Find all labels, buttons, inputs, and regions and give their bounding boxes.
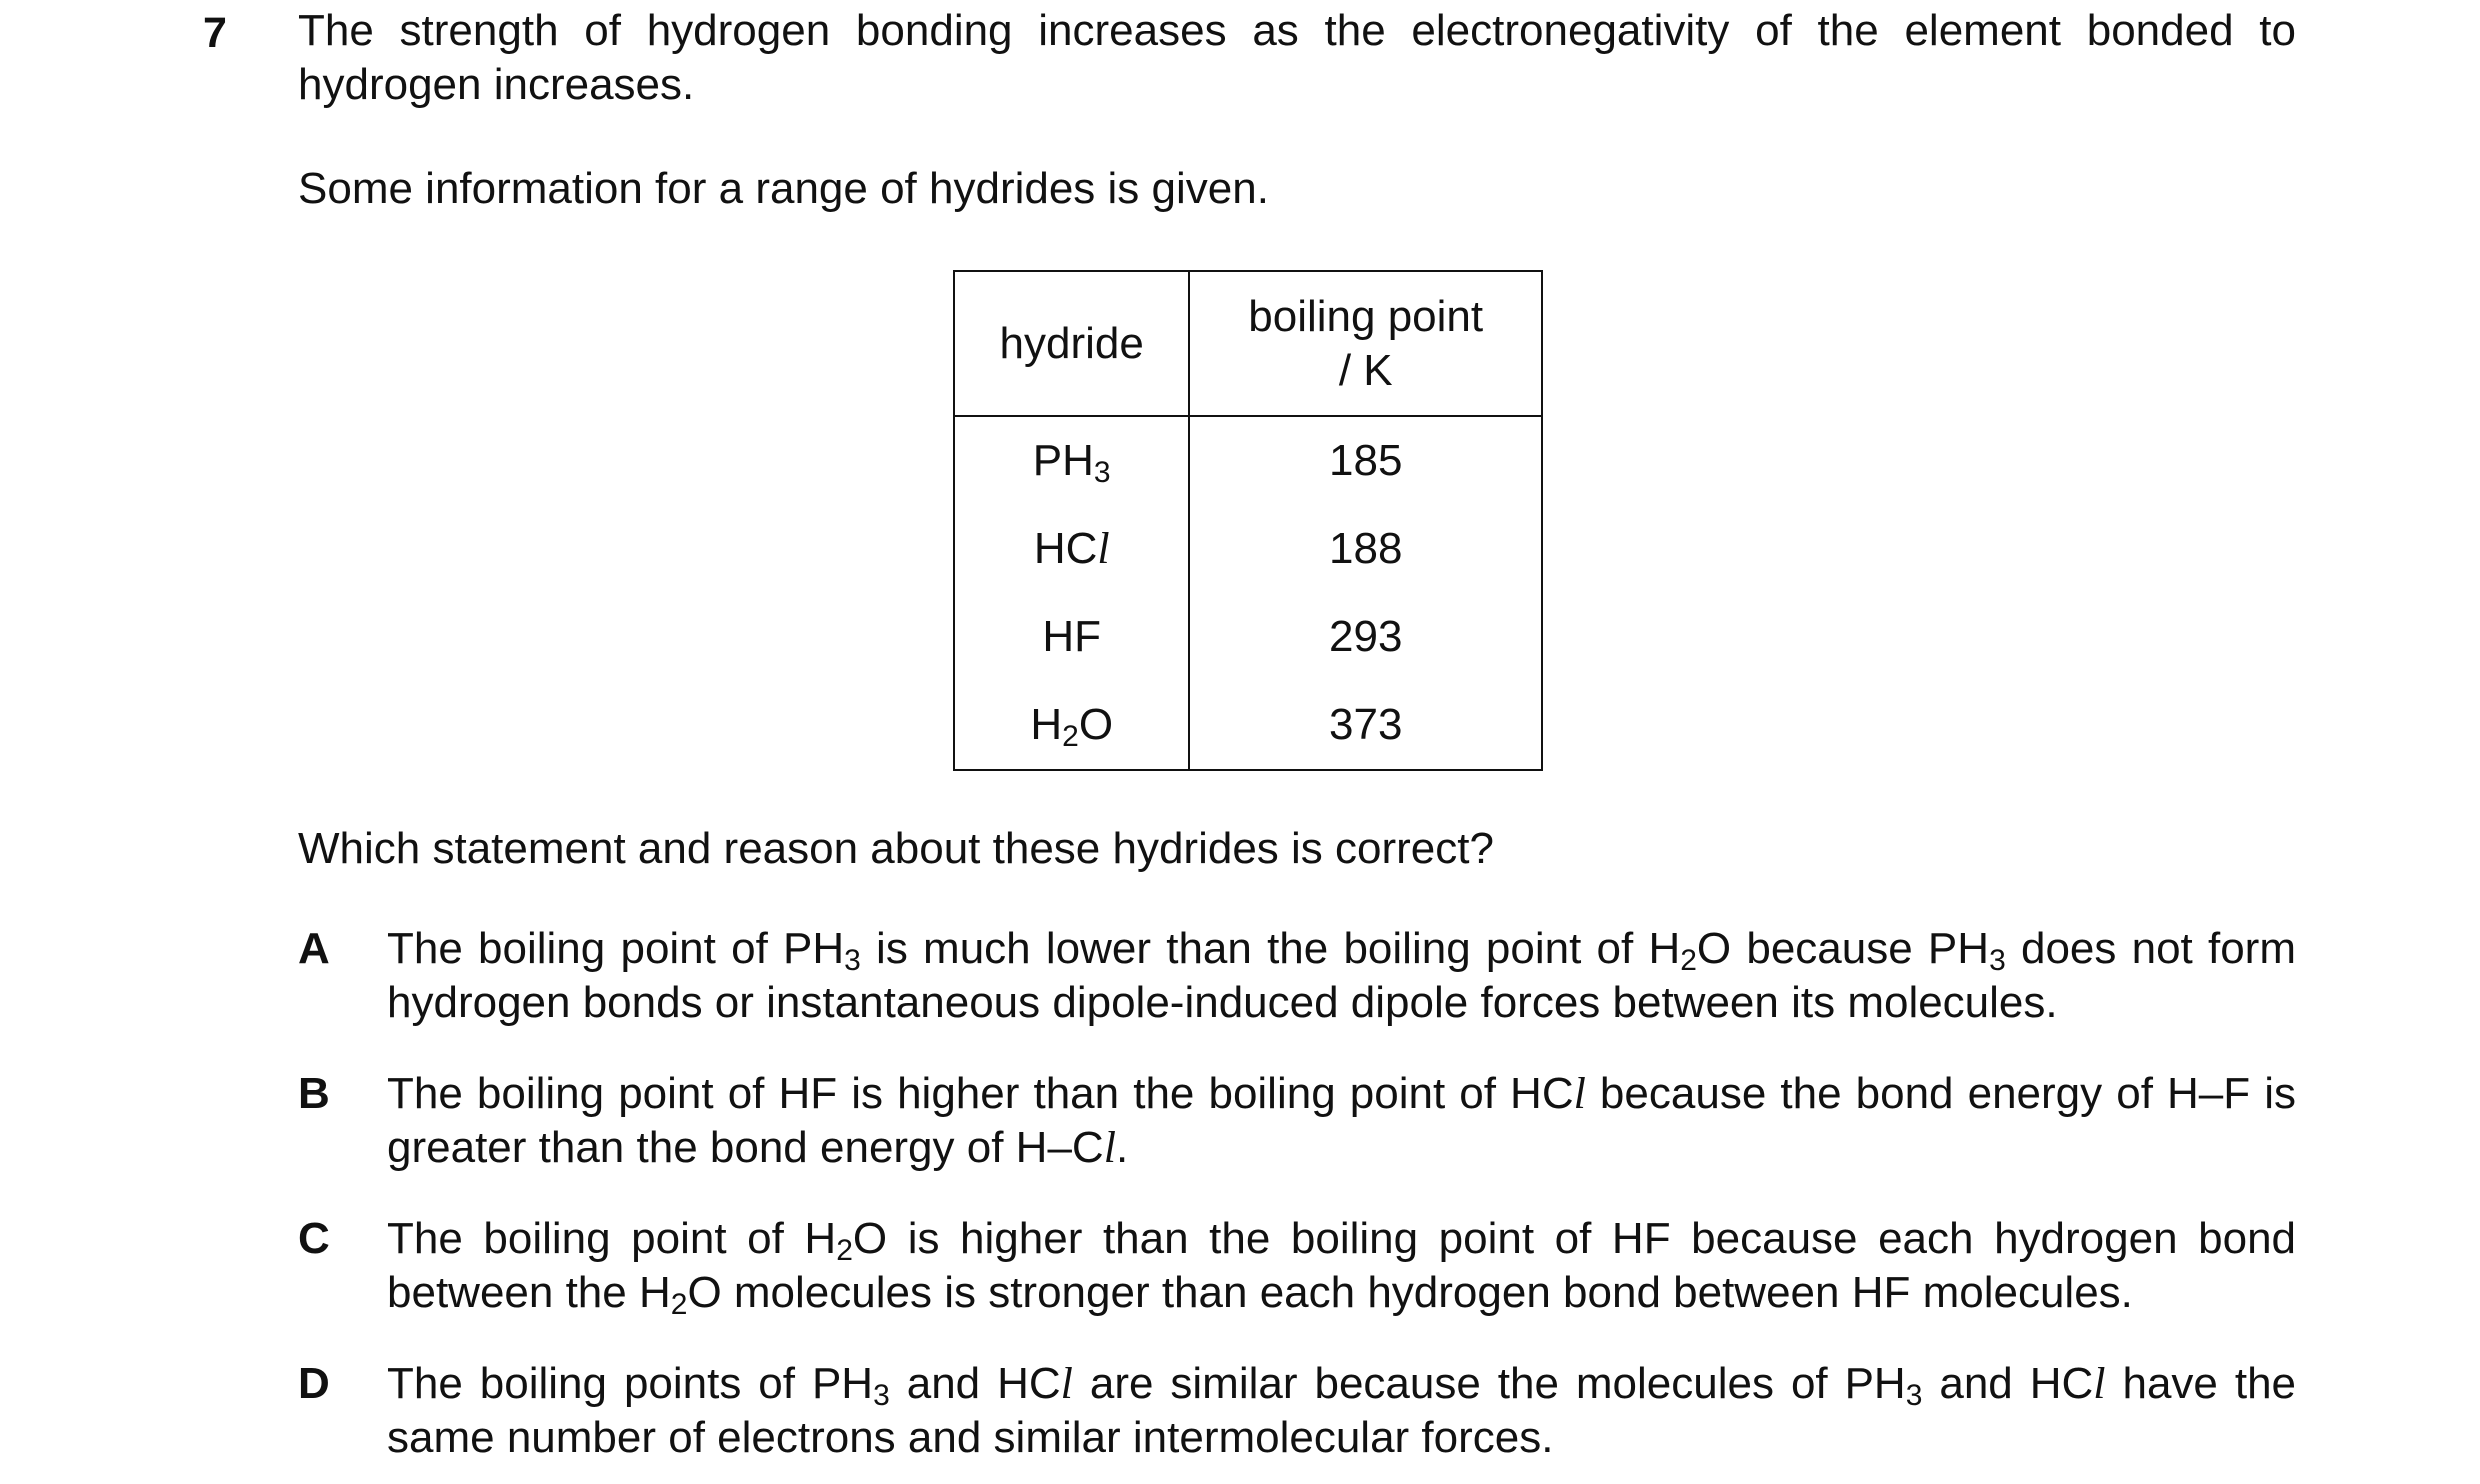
- cell-hydride: $H_2O$: [954, 681, 1189, 770]
- option-text: The boiling point of HF is higher than the boiling point of HCl because the bond energy of H–F is greater than the bond energy of H–Cl.: [387, 1069, 2296, 1172]
- hydride-table: [953, 270, 1543, 771]
- option-text: The boiling point of $PH_3$ is much lower than the boiling point of $H_2O$ because $PH_3$ does not form hydrogen bonds or instantaneous dipole-induced dipole forces between its molecules.: [387, 924, 2296, 1027]
- option-d[interactable]: [298, 1357, 2296, 1465]
- cell-boiling-point: 188: [1189, 505, 1542, 593]
- header-boiling-point: [1189, 271, 1542, 416]
- cell-boiling-point: 293: [1189, 593, 1542, 681]
- table-row: [954, 593, 1542, 681]
- cell-boiling-point: 185: [1189, 416, 1542, 505]
- question-intro: Some information for a range of hydrides is given.: [298, 164, 1269, 213]
- header-hydride: hydride: [954, 271, 1189, 416]
- question-stem: The strength of hydrogen bonding increases as the electronegativity of the element bonded to hydrogen increases.: [298, 6, 2296, 109]
- table-row: [954, 416, 1542, 505]
- option-letter: A: [298, 924, 330, 973]
- option-letter: B: [298, 1069, 330, 1118]
- option-text: The boiling point of $H_2O$ is higher than the boiling point of HF because each hydrogen bond between the $H_2O$ molecules is stronger than each hydrogen bond between HF molecules.: [387, 1214, 2297, 1321]
- option-letter: C: [298, 1214, 330, 1263]
- cell-hydride: HCl: [954, 505, 1189, 593]
- option-letter: D: [298, 1359, 330, 1408]
- header-unit: / K: [1338, 345, 1393, 395]
- option-b[interactable]: [298, 1067, 2296, 1175]
- question-number: 7: [203, 9, 227, 57]
- cell-hydride: HF: [954, 593, 1189, 681]
- cell-hydride: $PH_3$: [954, 416, 1189, 505]
- option-text: The boiling points of $PH_3$ and HCl are similar because the molecules of $PH_3$ and HCl have the same number of electrons and similar intermolecular forces.: [387, 1359, 2297, 1462]
- option-a[interactable]: [298, 922, 2296, 1030]
- question-prompt: Which statement and reason about these hydrides is correct?: [298, 824, 1494, 873]
- header-boiling-point-label: boiling point: [1248, 291, 1484, 341]
- option-c[interactable]: [298, 1212, 2296, 1320]
- cell-boiling-point: 373: [1189, 681, 1542, 770]
- table-row: [954, 505, 1542, 593]
- table-row: [954, 681, 1542, 770]
- table-header-row: [954, 271, 1542, 416]
